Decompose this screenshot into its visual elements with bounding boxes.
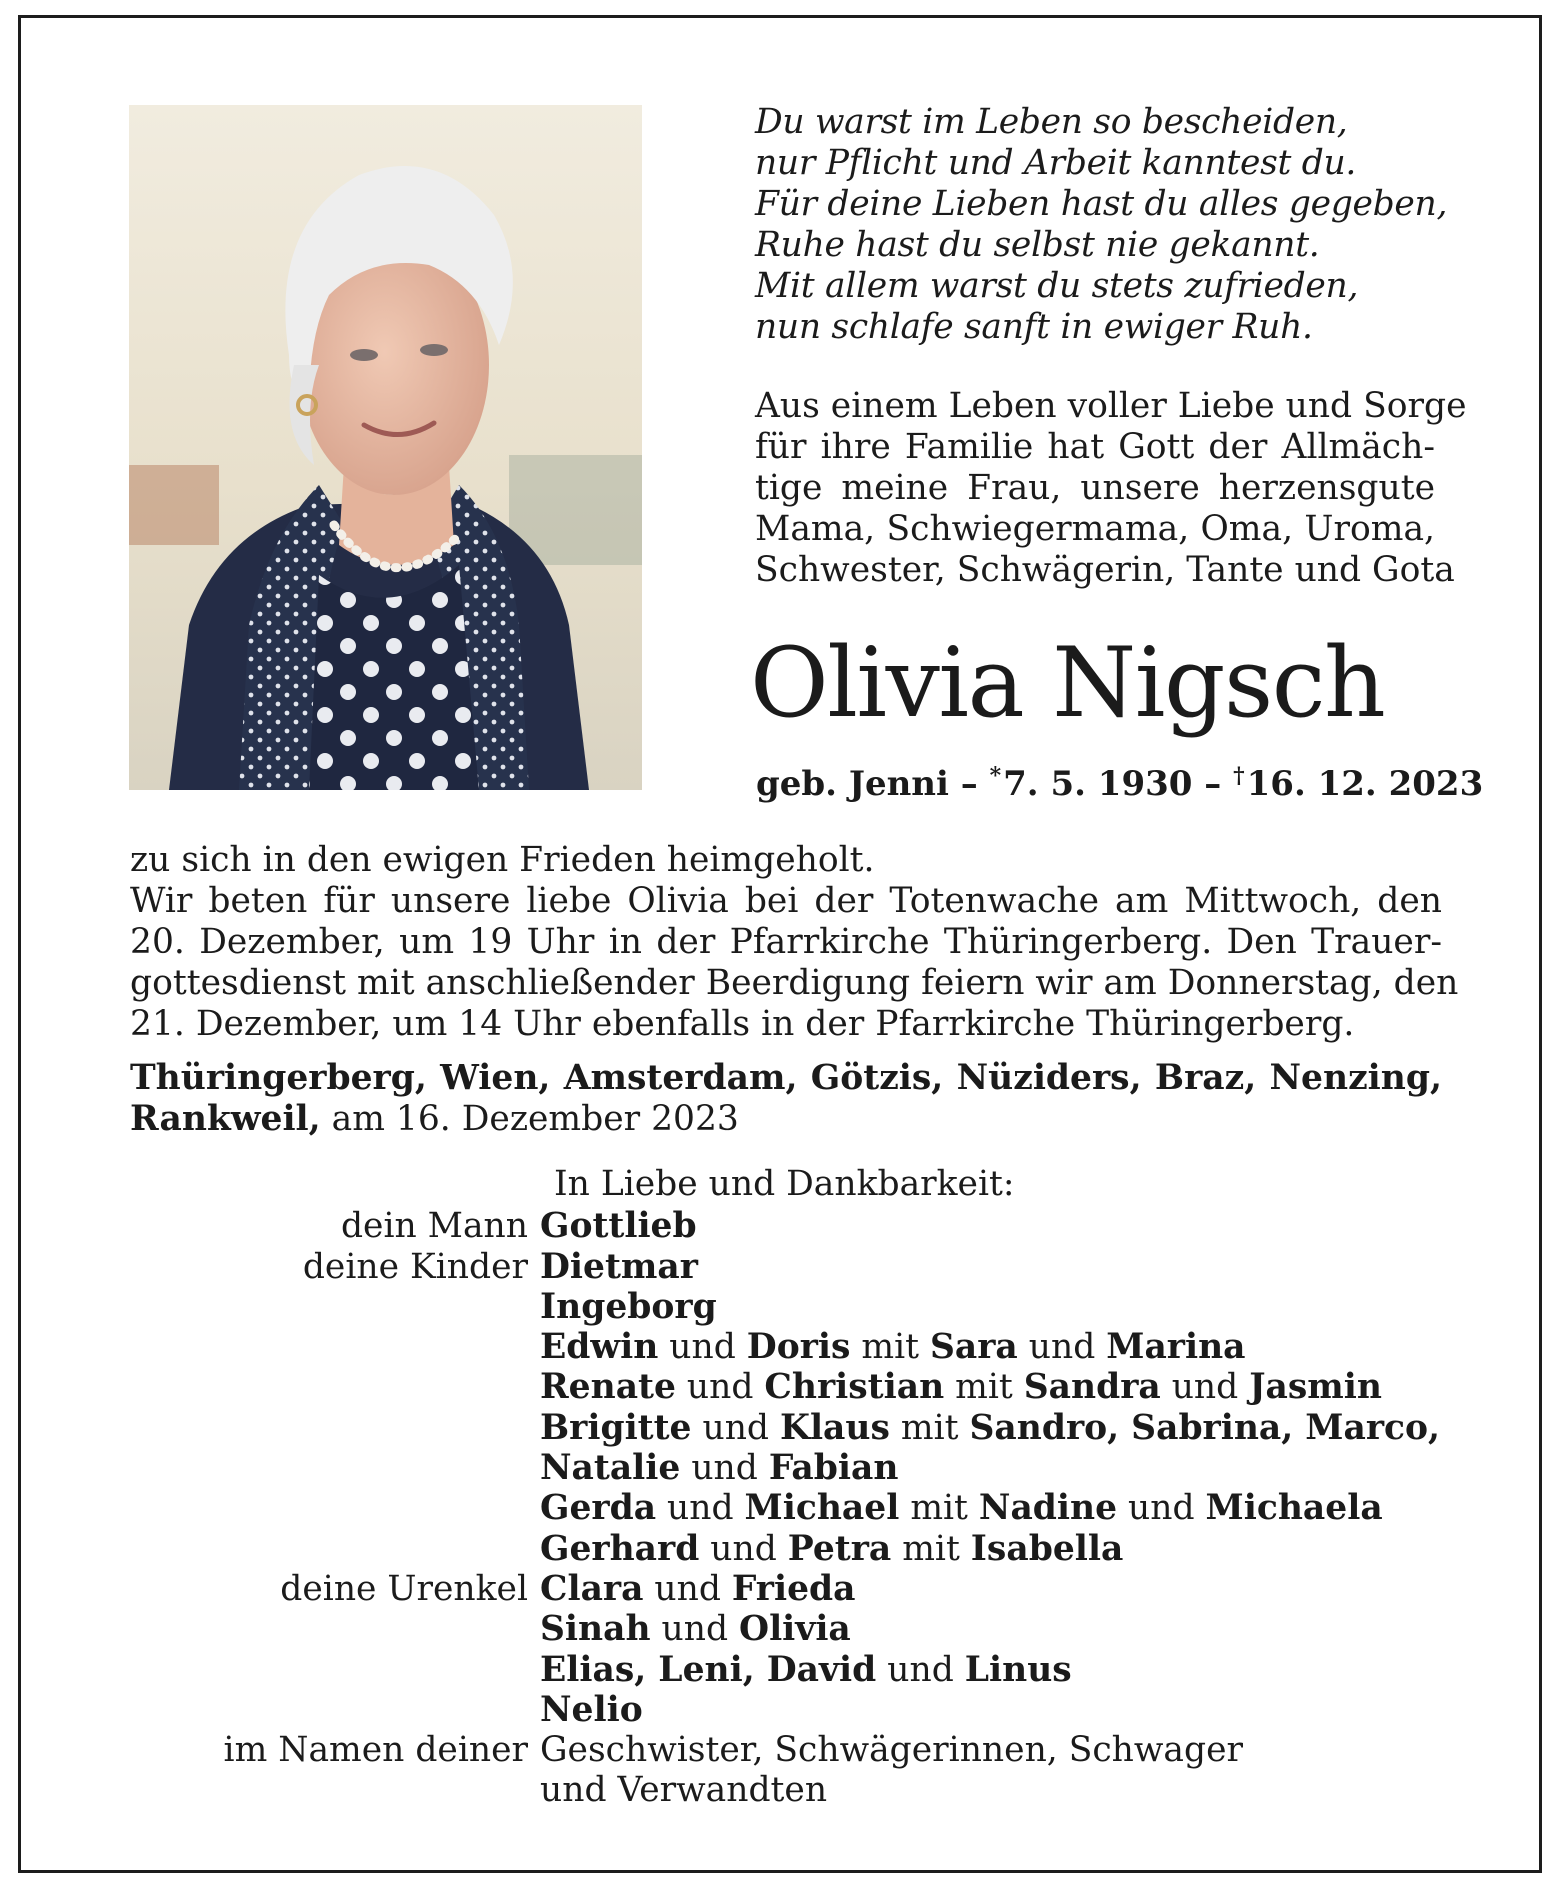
person-name: Ingeborg: [540, 1286, 717, 1327]
relation-label: dein Mann: [340, 1206, 528, 1247]
intro-line: Schwester, Schwägerin, Tante und Gota: [755, 550, 1455, 590]
body-line: Wir beten für unsere liebe Olivia bei der Totenwache am Mittwoch, den: [130, 881, 1442, 921]
person-name: Clara: [540, 1568, 644, 1609]
conjunction: mit: [910, 1488, 968, 1529]
conjunction: und: [1128, 1488, 1195, 1529]
person-name: Natalie: [540, 1448, 681, 1489]
person-name: Linus: [964, 1649, 1072, 1690]
list-item: [130, 1650, 1442, 1690]
poem-line: Mit allem warst du stets zufrieden,: [755, 266, 1359, 306]
list-item: [130, 1529, 1442, 1569]
service-announcement: [130, 840, 1459, 1045]
poem-line: nur Pflicht und Arbeit kanntest du.: [755, 143, 1357, 183]
body-line: 21. Dezember, um 14 Uhr ebenfalls in der Pfarrkirche Thüringerberg.: [130, 1004, 1355, 1044]
places-last: Rankweil,: [130, 1099, 321, 1139]
places-line: Thüringerberg, Wien, Amsterdam, Götzis, Nüziders, Braz, Nenzing,: [130, 1058, 1442, 1098]
person-name: Michaela: [1205, 1488, 1383, 1529]
relation-label: deine Kinder: [302, 1246, 528, 1287]
person-name: Christian: [764, 1367, 945, 1408]
person-name: Doris: [746, 1327, 851, 1368]
person-name: Sandro, Sabrina, Marco,: [969, 1407, 1441, 1448]
family-list: [130, 1164, 1442, 1811]
list-item: [130, 1247, 1442, 1287]
birth-date: 7. 5. 1930 –: [1003, 764, 1222, 804]
person-name: Frieda: [731, 1568, 856, 1609]
list-item: [130, 1287, 1442, 1327]
list-item: [130, 1569, 1442, 1609]
conjunction: und: [686, 1367, 754, 1408]
person-name: Klaus: [779, 1407, 890, 1448]
person-name: Brigitte: [540, 1407, 692, 1448]
death-date: 16. 12. 2023: [1246, 764, 1484, 804]
conjunction: und: [691, 1448, 758, 1489]
person-name: Olivia: [739, 1609, 851, 1650]
person-name: Sara: [929, 1327, 1018, 1368]
person-name: Marina: [1106, 1327, 1246, 1368]
list-item: [130, 1327, 1442, 1367]
list-item: [130, 1448, 1442, 1488]
conjunction: und: [710, 1528, 777, 1569]
list-item: [130, 1690, 1442, 1730]
thanks-heading: In Liebe und Dankbarkeit:: [554, 1164, 1015, 1204]
list-item: [130, 1367, 1442, 1407]
person-name: Gerhard: [540, 1528, 700, 1569]
list-item: [130, 1770, 1442, 1810]
conjunction: und: [1171, 1367, 1239, 1408]
conjunction: und: [654, 1568, 721, 1609]
conjunction: und: [661, 1609, 729, 1650]
poem-line: Du warst im Leben so bescheiden,: [755, 102, 1348, 142]
maiden-name: geb. Jenni –: [756, 764, 978, 804]
person-name: Nelio: [540, 1689, 643, 1730]
person-name: Sinah: [540, 1609, 651, 1650]
list-item: [130, 1730, 1442, 1770]
person-name: Jasmin: [1249, 1367, 1382, 1408]
person-name: Sandra: [1023, 1367, 1161, 1408]
person-name: Nadine: [978, 1488, 1118, 1529]
relation-label: im Namen deiner: [223, 1730, 528, 1771]
poem-line: Ruhe hast du selbst nie gekannt.: [755, 225, 1320, 265]
siblings-text: Geschwister, Schwägerinnen, Schwager: [540, 1730, 1243, 1771]
deceased-name: Olivia Nigsch: [750, 627, 1385, 739]
death-symbol: †: [1233, 763, 1245, 789]
intro-line: Aus einem Leben voller Liebe und Sorge: [755, 386, 1467, 426]
conjunction: und: [669, 1327, 736, 1368]
list-item: [130, 1408, 1442, 1448]
conjunction: und: [887, 1649, 954, 1690]
person-name: Renate: [540, 1367, 676, 1408]
siblings-text: und Verwandten: [540, 1770, 828, 1811]
conjunction: mit: [902, 1528, 960, 1569]
person-name: Fabian: [768, 1448, 899, 1489]
conjunction: mit: [955, 1367, 1013, 1408]
person-name: Gerda: [540, 1488, 657, 1529]
conjunction: und: [1028, 1327, 1096, 1368]
intro-line: für ihre Familie hat Gott der Allmäch-: [755, 427, 1435, 467]
list-item: [130, 1206, 1442, 1246]
body-line: gottesdienst mit anschließender Beerdigung feiern wir am Donnerstag, den: [130, 963, 1459, 1003]
intro-line: Mama, Schwiegermama, Oma, Uroma,: [755, 509, 1435, 549]
portrait-photo: [129, 105, 642, 790]
conjunction: mit: [900, 1407, 959, 1448]
relation-label: deine Urenkel: [280, 1568, 528, 1609]
intro-paragraph: [755, 386, 1467, 591]
person-name: Isabella: [970, 1528, 1124, 1569]
poem-line: nun schlafe sanft in ewiger Ruh.: [755, 307, 1313, 347]
poem-line: Für deine Lieben hast du alles gegeben,: [755, 184, 1448, 224]
places-and-date: [130, 1058, 1442, 1140]
person-name: Petra: [787, 1528, 892, 1569]
conjunction: mit: [861, 1327, 920, 1368]
person-name: Elias, Leni, David: [540, 1649, 877, 1690]
list-item: [130, 1488, 1442, 1528]
announcement-date: am 16. Dezember 2023: [320, 1099, 739, 1139]
conjunction: und: [667, 1488, 734, 1529]
poem: [755, 102, 1455, 348]
person-name: Michael: [744, 1488, 900, 1529]
body-line: 20. Dezember, um 19 Uhr in der Pfarrkirche Thüringerberg. Den Trauer-: [130, 922, 1442, 962]
intro-line: tige meine Frau, unsere herzensgute: [755, 468, 1435, 508]
person-name: Dietmar: [540, 1246, 698, 1287]
life-dates: [756, 756, 1483, 804]
birth-symbol: *: [989, 763, 1002, 789]
conjunction: und: [702, 1407, 769, 1448]
person-name: Edwin: [540, 1327, 659, 1368]
list-item: [130, 1609, 1442, 1649]
body-line: zu sich in den ewigen Frieden heimgeholt.: [130, 840, 875, 880]
person-name: Gottlieb: [540, 1206, 697, 1247]
